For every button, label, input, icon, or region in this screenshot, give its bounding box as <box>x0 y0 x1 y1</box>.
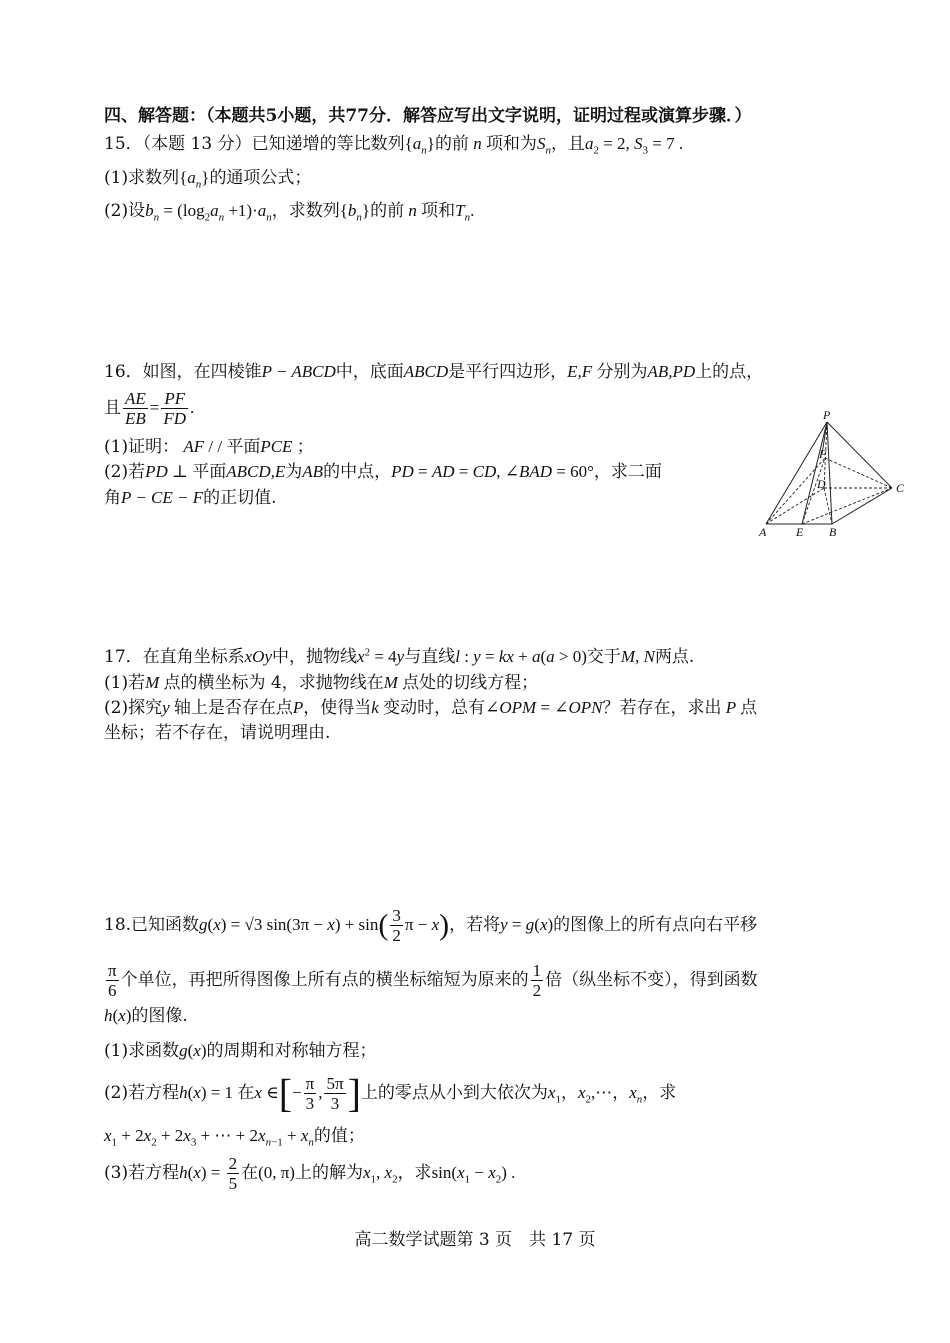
section-header: 四、解答题：（本题共5小题，共77分．解答应写出文字说明，证明过程或演算步骤．） <box>104 106 752 126</box>
q16-part2-line2: 角P − CE − F的正切值. <box>104 488 277 508</box>
q16-line2: 且 $\frac{AE}{EB}$ = $\frac{PF}{FD}$ . <box>104 389 195 428</box>
page-footer: 高二数学试题第 3 页 共 17 页 <box>354 1230 596 1250</box>
q15-part2: (2)设$b_n = (\log_2a_n +1)\cdot a_n$，求数列$\{b_n\}$的前 n 项和$T_n$. <box>104 201 475 224</box>
label-e: E <box>796 525 804 539</box>
q17-part2-line2: 坐标；若不存在，请说明理由. <box>104 723 331 743</box>
q16-part1: (1)证明： AF / / 平面PCE ； <box>104 437 314 457</box>
label-f: F <box>819 447 827 461</box>
label-b: B <box>829 525 837 539</box>
label-p: P <box>823 408 831 422</box>
q15-line1: 15．（本题 13 分）已知递增的等比数列$\{a_n\}$的前 n 项和为$S_n$，且$a_2 = 2$, $S_3 = 7$ . <box>104 134 684 157</box>
q18-part2: (2)若方程h(x) = 1 在x ∈[− $\frac{\pi}{3}$ , $\frac{5\pi}{3}$ ]上的零点从小到大依次为$x_1$，$x_2,\cdots$，$x_n$，求 <box>104 1070 677 1116</box>
q18-part2-line2: $x_1 + 2x_2 + 2x_3$ + ⋯ + $2x_{n-1} + x_n$的值； <box>104 1126 365 1149</box>
q17-part2: (2)探究y 轴上是否存在点P，使得当k 变动时，总有∠OPM = ∠OPN？若存在，求出 P 点 <box>104 698 758 718</box>
q15-part1: (1)求数列$\{a_n\}$的通项公式； <box>104 168 312 191</box>
label-c: C <box>896 481 905 495</box>
label-d: D <box>817 477 826 491</box>
q18-line2: $\frac{\pi}{6}$ 个单位，再把所得图像上所有点的横坐标缩短为原来的 $\frac{1}{2}$ 倍（纵坐标不变），得到函数 <box>108 961 758 1000</box>
q17-line1: 17．在直角坐标系xOy中，抛物线$x^2 = 4y$与直线l : y = kx + a(a > 0)交于M, N两点. <box>104 646 695 667</box>
label-a: A <box>759 525 767 539</box>
q18-part3: (3)若方程h(x) = $\frac{2}{5}$ 在(0, π)上的解为$x_1$, $x_2$，求$\sin(x_1 - x_2)$ . <box>104 1154 516 1193</box>
q18-part1: (1)求函数g(x)的周期和对称轴方程； <box>104 1041 377 1061</box>
q16-line1: 16．如图，在四棱锥P − ABCD中，底面ABCD是平行四边形，E,F 分别为AB,PD上的点， <box>104 362 764 382</box>
q18-line1: 18.已知函数g(x) = √3 sin(3π − x) + sin( $\frac{3}{2}$ π − x)，若将y = g(x)的图像上的所有点向右平移 <box>104 906 758 945</box>
pyramid-figure <box>756 408 916 540</box>
q18-line3: h(x)的图像. <box>104 1006 188 1026</box>
q16-part2: (2)若PD ⊥ 平面ABCD,E为AB的中点，PD = AD = CD, ∠BAD = 60°，求二面 <box>104 462 662 482</box>
q17-part1: (1)若M 点的横坐标为 4，求抛物线在M 点处的切线方程； <box>104 673 539 693</box>
